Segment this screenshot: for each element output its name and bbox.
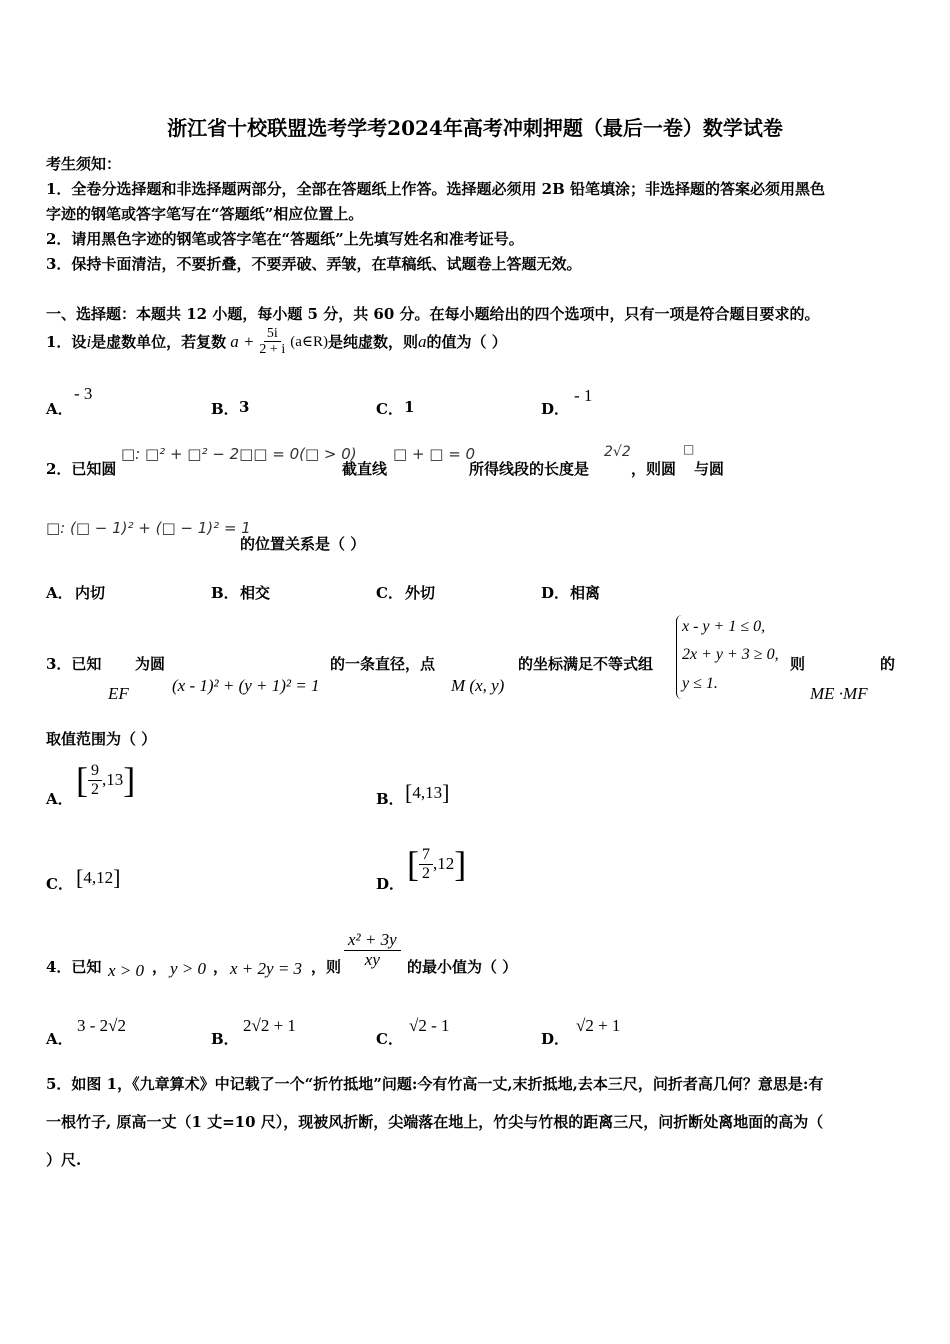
q4-option-c-label: C． [376,1030,403,1048]
q2-option-c-value: 外切 [405,584,436,602]
section-heading: 一、选择题：本题共 12 小题，每小题 5 分，共 60 分。在每小题给出的四个选项中，只有一项是符合题目要求的。 [46,305,820,323]
q3-point: M (x, y) [451,676,505,695]
q4-option-b-value: 2√2 + 1 [243,1016,296,1035]
q1-option-c-value: 1 [404,398,415,416]
q2-option-d-label: D． [541,584,570,602]
q3-option-a-numerator: 9 [88,762,102,781]
q3-option-b-value [405,780,449,806]
q3-option-d-label: D． [376,875,405,893]
q3-option-c-right-bracket: ] [113,865,121,890]
q4-prefix: 4．已知 [46,958,102,976]
q4-fraction-body [344,931,401,969]
q2-option-b-label: B． [211,584,239,602]
q4-option-b-label: B． [211,1030,239,1048]
q3-line-2: 取值范围为（ ） [46,730,157,748]
q3-then: 则 [790,655,806,673]
q1-a: a [418,331,427,351]
q2-option-d-value: 相离 [570,584,601,602]
q3-option-a-right-bracket: ] [123,760,136,801]
q4-sep-2: ， [213,958,229,976]
q2-length: 2√2 [604,444,631,460]
q1-option-b-value: 3 [239,398,250,416]
q3-option-d-numerator: 7 [419,846,433,865]
q4-sep-1: ， [152,958,168,976]
q3-option-d-right-bracket: ] [454,844,467,885]
q4-then: ，则 [311,958,342,976]
q2-prefix: 2．已知圆 [46,460,117,478]
q5-line-2: 一根竹子, 原高一丈（1 丈=10 尺），现被风折断，尖端落在地上，竹尖与竹根的距离三尺，问折断处离地面的高为（ [46,1113,824,1131]
q1-denominator: 2 + i [259,342,286,358]
q3-option-d-left-bracket: [ [407,844,419,885]
q1-a-plus: a + [230,331,255,351]
q1-option-b-label: B． [211,400,239,418]
q3-vector-product: ME ·MF [810,684,868,703]
q3-option-c-left-bracket: [ [76,865,84,890]
question-1 [46,326,507,358]
q4-suffix: 的最小值为（ ） [407,958,518,976]
notice-line-3: 3．保持卡面清洁，不要折叠，不要弄破、弄皱，在草稿纸、试题卷上答题无效。 [46,255,582,273]
q3-option-a-label: A． [46,790,73,808]
q3-option-b-left-bracket: [ [405,780,413,805]
notice-line-1a: 1．全卷分选择题和非选择题两部分，全部在答题纸上作答。选择题必须用 2B 铅笔填涂；非选择题的答案必须用黑色 [46,180,826,198]
q2-circle-symbol: □ [683,442,695,456]
q1-option-d-value: - 1 [574,386,593,405]
q3-option-b-right-bracket: ] [442,780,450,805]
q2-mid-4: 与圆 [694,460,725,478]
q1-option-a-label: A． [46,400,73,418]
q1-condition: (a∈R) [290,334,328,351]
q4-condition-3: x + 2y = 3 [230,959,303,978]
q3-option-d-denominator: 2 [422,864,430,882]
q3-inequality-3: y ≤ 1. [682,675,718,692]
q1-fraction [256,326,288,358]
q3-option-c-text: 4,12 [83,868,114,887]
q1-prefix: 1．设 [46,333,87,352]
q3-ef: EF [108,684,129,703]
q3-inequality-1: x - y + 1 ≤ 0, [682,618,766,635]
q3-prefix: 3．已知 [46,655,102,673]
q3-circle: (x - 1)² + (y + 1)² = 1 [172,676,320,695]
q4-option-d-value: √2 + 1 [576,1016,621,1035]
notice-line-1b: 字迹的钢笔或答字笔写在“答题纸”相应位置上。 [46,205,364,223]
notice-line-2: 2．请用黑色字迹的钢笔或答字笔在“答题纸”上先填写姓名和准考证号。 [46,230,524,248]
q3-mid-3: 的坐标满足不等式组 [518,655,654,673]
q3-option-d-fraction [419,846,433,882]
q4-option-a-value: 3 - 2√2 [77,1016,126,1035]
q1-option-a-value: - 3 [74,384,93,403]
q3-option-d-value [407,844,467,885]
q3-option-a-left-bracket: [ [76,760,88,801]
q3-option-b-label: B． [376,790,404,808]
q2-mid-2: 所得线段的长度是 [469,460,590,478]
q4-condition-2: y > 0 [170,959,207,978]
q3-option-a-value [76,760,136,801]
q4-option-d-label: D． [541,1030,570,1048]
q3-option-c-value [76,865,120,891]
q2-option-c-label: C． [376,584,403,602]
q1-suffix-1: 是纯虚数，则 [327,333,418,352]
q4-option-c-value: √2 - 1 [409,1016,450,1035]
q2-suffix: 的位置关系是（ ） [240,535,366,553]
page-title: 浙江省十校联盟选考学考2024年高考冲刺押题（最后一卷）数学试卷 [167,116,783,140]
q4-denominator: xy [364,949,380,969]
q3-option-b-text: 4,13 [412,783,443,802]
q1-suffix-2: 的值为（ ） [426,333,507,352]
q3-option-d-rest: ,12 [433,854,455,874]
q5-line-3: ）尺. [46,1151,82,1169]
q4-numerator: x² + 3y [344,931,401,951]
q1-i: i [86,331,92,351]
notice-heading: 考生须知： [46,155,122,173]
q4-fraction [344,931,401,969]
q2-option-a-value: 内切 [75,584,106,602]
q2-circle-m: □: □² + □² − 2□□ = 0(□ > 0) [121,445,357,463]
q1-option-c-label: C． [376,400,403,418]
q4-condition-1: x > 0 [108,961,145,980]
q2-line-eq: □ + □ = 0 [393,445,476,463]
q3-option-c-label: C． [46,875,73,893]
q2-mid-1: 截直线 [342,460,388,478]
q2-option-b-value: 相交 [240,584,271,602]
q1-numerator: 5i [264,326,281,342]
q1-option-d-label: D． [541,400,570,418]
q1-mid: 是虚数单位，若复数 [91,333,227,352]
q3-option-a-denominator: 2 [91,780,99,798]
q3-of: 的 [880,655,896,673]
q4-option-a-label: A． [46,1030,73,1048]
q3-option-a-fraction [88,762,102,798]
q3-mid-2: 的一条直径，点 [330,655,436,673]
q2-mid-3: ，则圆 [631,460,677,478]
q2-circle-n: □: (□ − 1)² + (□ − 1)² = 1 [46,519,251,537]
q3-option-a-rest: ,13 [102,770,124,790]
q3-inequality-2: 2x + y + 3 ≥ 0, [682,646,779,663]
q5-line-1: 5．如图 1，《九章算术》中记载了一个“折竹抵地”问题:今有竹高一丈,末折抵地,去本三尺，问折者高几何？意思是:有 [46,1075,824,1093]
q3-mid-1: 为圆 [135,655,166,673]
q2-option-a-label: A． [46,584,73,602]
